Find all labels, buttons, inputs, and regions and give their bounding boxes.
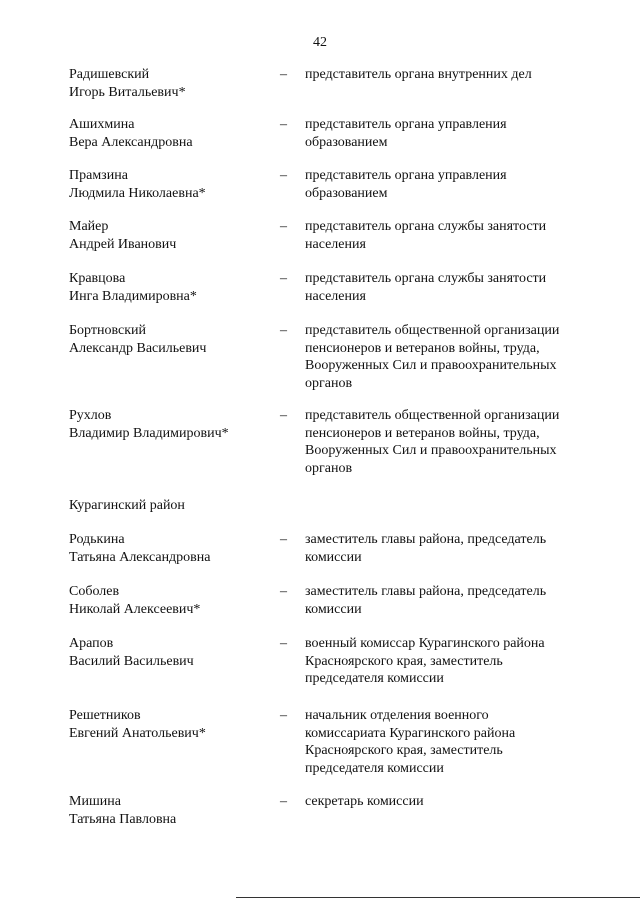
role-line: представитель органа службы занятости (305, 219, 547, 234)
role-line: секретарь комиссии (305, 794, 424, 809)
member-name (69, 322, 274, 357)
role-line: Красноярского края, заместитель (305, 653, 503, 669)
dash-separator: – (280, 584, 287, 599)
role-line: представитель органа внутренних дел (305, 67, 532, 82)
role-line: представитель общественной организации (305, 323, 560, 338)
member-name (69, 407, 274, 442)
member-surname: Соболев (69, 584, 120, 599)
member-given-names: Александр Васильевич (69, 340, 207, 356)
member-given-names: Евгений Анатольевич* (69, 725, 206, 741)
member-given-names: Андрей Иванович (69, 236, 177, 252)
role-line: пенсионеров и ветеранов войны, труда, (305, 340, 540, 356)
scan-edge-line (236, 897, 640, 898)
member-surname: Решетников (69, 708, 141, 723)
member-given-names: Людмила Николаевна* (69, 185, 206, 201)
role-line: представитель органа управления (305, 168, 507, 183)
member-given-names: Николай Алексеевич* (69, 601, 201, 617)
member-role (305, 635, 605, 688)
role-line: заместитель главы района, председатель (305, 584, 547, 599)
member-surname: Радишевский (69, 67, 150, 82)
member-name (69, 583, 274, 618)
member-name (69, 707, 274, 742)
member-name (69, 793, 274, 828)
member-given-names: Игорь Витальевич* (69, 84, 186, 100)
member-name (69, 531, 274, 566)
page-number: 42 (313, 35, 327, 50)
role-line: пенсионеров и ветеранов войны, труда, (305, 425, 540, 441)
member-name (69, 66, 274, 101)
member-surname: Ашихмина (69, 117, 135, 132)
dash-separator: – (280, 408, 287, 423)
role-line: представитель органа службы занятости (305, 271, 547, 286)
member-role (305, 407, 605, 477)
member-role (305, 793, 605, 811)
member-name (69, 270, 274, 305)
member-name (69, 116, 274, 151)
role-line: комиссариата Курагинского района (305, 725, 516, 741)
member-role (305, 167, 605, 202)
role-line: комиссии (305, 549, 362, 565)
member-surname: Арапов (69, 636, 114, 651)
member-surname: Майер (69, 219, 109, 234)
member-given-names: Вера Александровна (69, 134, 193, 150)
member-name (69, 635, 274, 670)
role-line: заместитель главы района, председатель (305, 532, 547, 547)
member-name (69, 218, 274, 253)
role-line: населения (305, 288, 366, 304)
dash-separator: – (280, 636, 287, 651)
member-name (69, 167, 274, 202)
dash-separator: – (280, 532, 287, 547)
member-role (305, 322, 605, 392)
member-surname: Кравцова (69, 271, 126, 286)
dash-separator: – (280, 168, 287, 183)
member-role (305, 531, 605, 566)
role-line: председателя комиссии (305, 760, 444, 776)
member-role (305, 270, 605, 305)
role-line: Вооруженных Сил и правоохранительных (305, 443, 557, 458)
dash-separator: – (280, 271, 287, 286)
role-line: комиссии (305, 601, 362, 617)
member-given-names: Татьяна Павловна (69, 811, 177, 827)
member-given-names: Василий Васильевич (69, 653, 194, 669)
member-role (305, 583, 605, 618)
member-surname: Родькина (69, 532, 125, 547)
member-role (305, 707, 605, 777)
member-given-names: Татьяна Александровна (69, 549, 211, 565)
member-given-names: Инга Владимировна* (69, 288, 197, 304)
role-line: населения (305, 236, 366, 252)
role-line: органов (305, 375, 353, 391)
dash-separator: – (280, 117, 287, 132)
dash-separator: – (280, 67, 287, 82)
member-surname: Бортновский (69, 323, 146, 338)
dash-separator: – (280, 219, 287, 234)
role-line: начальник отделения военного (305, 708, 489, 723)
dash-separator: – (280, 794, 287, 809)
dash-separator: – (280, 323, 287, 338)
member-role (305, 66, 605, 84)
member-surname: Рухлов (69, 408, 112, 423)
role-line: представитель органа управления (305, 117, 507, 132)
section-heading: Курагинский район (69, 498, 185, 513)
member-role (305, 218, 605, 253)
role-line: представитель общественной организации (305, 408, 560, 423)
role-line: Красноярского края, заместитель (305, 743, 503, 758)
member-given-names: Владимир Владимирович* (69, 425, 229, 441)
role-line: органов (305, 460, 353, 476)
member-role (305, 116, 605, 151)
role-line: военный комиссар Курагинского района (305, 636, 545, 651)
role-line: образованием (305, 134, 388, 150)
member-surname: Мишина (69, 794, 121, 809)
dash-separator: – (280, 708, 287, 723)
member-surname: Прамзина (69, 168, 128, 183)
role-line: председателя комиссии (305, 671, 444, 686)
role-line: Вооруженных Сил и правоохранительных (305, 358, 557, 373)
role-line: образованием (305, 185, 388, 201)
